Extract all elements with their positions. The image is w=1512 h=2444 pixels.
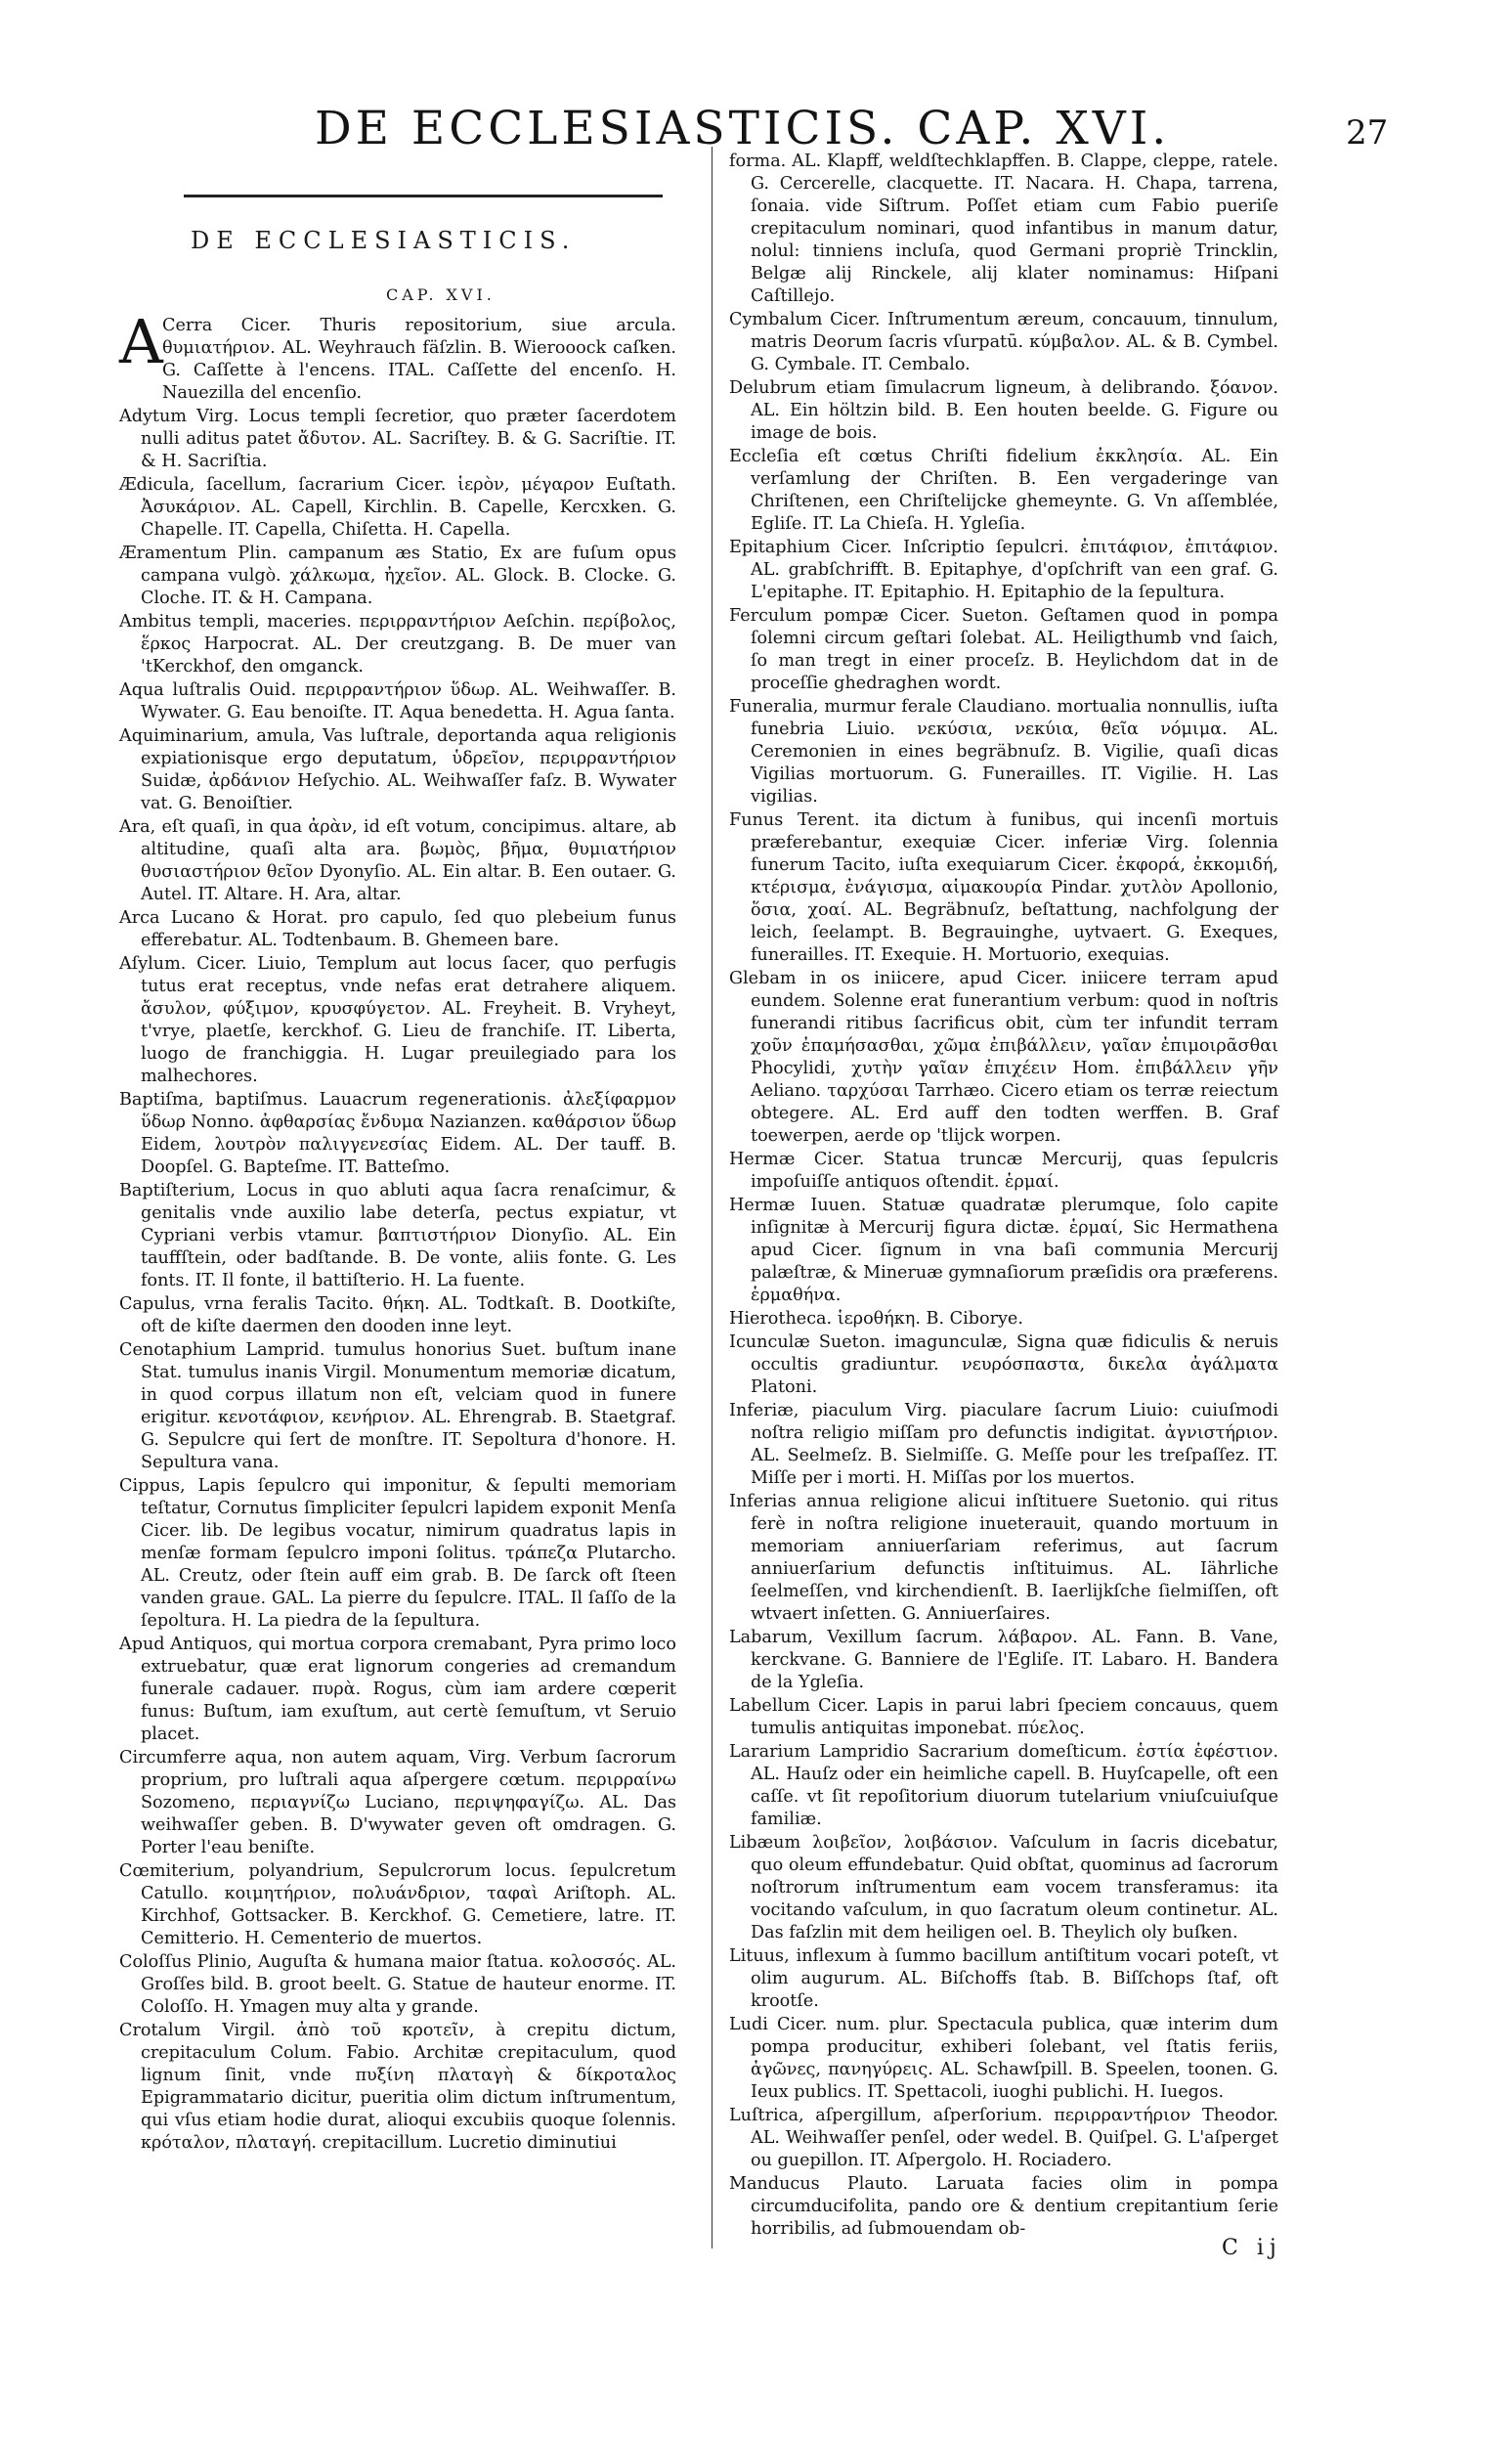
dictionary-entry: Eccleſia eſt cœtus Chriſti fidelium ἐκκλησία. AL. Ein verſamlung der Chriſten. B. Een vergaderinge van Chriſtenen, een Chriſtelijcke ghemeynte. G. Vn aſſemblée, Egliſe. IT. La Chieſa. H. Ygleſia.	[729, 447, 1278, 534]
dictionary-entry: Æramentum Plin. campanum æs Statio, Ex are fuſum opus campana vulgò. χάλκωμα, ἠχεῖον. AL. Glock. B. Clocke. G. Cloche. IT. & H. Campana.	[119, 544, 676, 608]
dictionary-entry: Cœmiterium, polyandrium, Sepulcrorum locus. ſepulcretum Catullo. κοιμητήριον, πολυάνδριον, ταφαὶ Ariſtoph. AL. Kirchhof, Gottsacker. B. Kerckhof. G. Cemetiere, latre. IT. Cemitterio. H. Cementerio de muertos.	[119, 1861, 676, 1948]
dictionary-entry: Hermæ Cicer. Statua truncæ Mercurij, quas ſepulcris impoſuiſſe antiquos oſtendit. ἑρμαί.	[729, 1150, 1278, 1192]
left-entry-list	[119, 406, 676, 2155]
dictionary-entry: Adytum Virg. Locus templi ſecretior, quo præter ſacerdotem nulli aditus patet ἄδυτον. AL. Sacriſtey. B. & G. Sacriſtie. IT. & H. Sacriſtia.	[119, 407, 676, 471]
dictionary-entry: Aquiminarium, amula, Vas luſtrale, deportanda aqua religionis expiationisque ergo deputatum, ὑδρεῖον, περιρραντήριον Suidæ, ἀρδάνιον Heſychio. AL. Weihwaſſer faſz. B. Wywater vat. G. Benoiſtier.	[119, 726, 676, 813]
dictionary-entry: Capulus, vrna feralis Tacito. θήκη. AL. Todtkaſt. B. Dootkiſte, oft de kiſte daermen den dooden inne leyt.	[119, 1294, 676, 1336]
column-divider	[712, 147, 713, 2248]
dictionary-entry: Manducus Plauto. Laruata facies olim in pompa circumducifolita, pando ore & dentium crepitantium ſerie horribilis, ad ſubmouendam ob-	[729, 2174, 1278, 2239]
chapter-label: CAP. XVI.	[386, 285, 496, 304]
dictionary-entry: Coloſſus Plinio, Auguſta & humana maior ſtatua. κολοσσός. AL. Groſſes bild. B. groot beelt. G. Statue de hauteur enorme. IT. Coloſſo. H. Ymagen muy alta y grande.	[119, 1952, 676, 2017]
dictionary-entry: Inferias annua religione alicui inſtituere Suetonio. qui ritus ferè in noſtra religione inueterauit, quando mortuum in memoriam anniuerſariam referimus, aut ſacrum anniuerſarium defunctis inſtituimus. AL. Iährliche ſeelmeſſen, vnd kirchendienſt. B. Iaerlijkſche ſielmiſſen, oft wtvaert inſetten. G. Anniuerſaires.	[729, 1492, 1278, 1624]
dictionary-entry: Baptiſterium, Locus in quo abluti aqua ſacra renaſcimur, & genitalis vnde auxilio labe deterſa, pectus expiatur, vt Cypriani verbis vtamur. βαπτιστήριον Dionyſio. AL. Ein tauffſtein, oder badſtande. B. De vonte, aliis fonte. G. Les fonts. IT. Il fonte, il battiſterio. H. La fuente.	[119, 1181, 676, 1290]
right-column	[729, 151, 1278, 2242]
dictionary-entry: Funus Terent. ita dictum à funibus, qui incenſi mortuis præferebantur, exequiæ Cicer. inferiæ Virg. ſolennia funerum Tacito, iuſta exequiarum Cicer. ἐκφορά, ἐκκομιδή, κτέρισμα, ἐνάγισμα, αἱμακουρία Pindar. χυτλὸν Apollonio, ὅσια, χοαί. AL. Begräbnuſz, beſtattung, nachfolgung der leich, ſeelampt. B. Begrauinghe, uytvaert. G. Exeques, funerailles. IT. Exequie. H. Mortuorio, exequias.	[729, 810, 1278, 965]
dictionary-entry: Inferiæ, piaculum Virg. piaculare ſacrum Liuio: cuiuſmodi noſtra religio miſſam pro defunctis indigitat. ἀγνιστήριον. AL. Seelmeſz. B. Sielmiſſe. G. Meſſe pour les treſpaſſez. IT. Miſſe per i morti. H. Miſſas por los muertos.	[729, 1401, 1278, 1488]
dictionary-entry: Glebam in os iniicere, apud Cicer. iniicere terram apud eundem. Solenne erat funerantium verbum: quod in noſtris funerandi ritibus ſacrificus obit, cùm ter infundit terram χοῦν ἐπαμήσασθαι, χῶμα ἐπιβάλλειν, γαῖαν ἐπιμοιρᾶσθαι Phocylidi, χυτὴν γαῖαν ἐπιχέειν Hom. ἐπιβάλλειν γῆν Aeliano. ταρχύσαι Tarrhæo. Cicero etiam os terræ reiectum obtegere. AL. Erd auff den todten werffen. B. Graf toewerpen, aerde op 'tlijck worpen.	[729, 969, 1278, 1146]
section-rule	[184, 195, 663, 197]
dictionary-entry: Delubrum etiam ſimulacrum ligneum, à delibrando. ξόανον. AL. Ein höltzin bild. B. Een houten beelde. G. Figure ou image de bois.	[729, 378, 1278, 443]
running-title: DE ECCLESIASTICIS. CAP. XVI.	[315, 102, 1171, 155]
left-column	[119, 306, 676, 2156]
signature-mark: C ij	[1222, 2236, 1282, 2260]
page-number: 27	[1346, 113, 1389, 153]
dictionary-entry: Apud Antiquos, qui mortua corpora cremabant, Pyra primo loco extruebatur, quæ erat lignorum congeries ad cremandum funerale cadauer. πυρὰ. Rogus, cùm iam ardere cœperit funus: Buſtum, iam exuſtum, aut certè ſemuſtum, vt Seruio placet.	[119, 1635, 676, 1744]
dictionary-entry: Hermæ Iuuen. Statuæ quadratæ plerumque, ſolo capite inſignitæ à Mercurij figura dictæ. ἑρμαί, Sic Hermathena apud Cicer. ſignum in vna baſi communia Mercurij palæſtræ, & Mineruæ gymnaſiorum præſidis ora præferens. ἑρμαθήνα.	[729, 1196, 1278, 1305]
first-entry-text: Cerra Cicer. Thuris repositorium, siue arcula. θυμιατήριον. AL. Weyhrauch fäſzlin. B. Wierooock caſken. G. Caſſette à l'encens. ITAL. Caſſette del encenſo. H. Nauezilla del encenſio.	[162, 316, 676, 403]
dictionary-entry: Ædicula, ſacellum, ſacrarium Cicer. ἱερὸν, μέγαρον Euſtath. Ἀσυκάριον. AL. Capell, Kirchlin. B. Capelle, Kercxken. G. Chapelle. IT. Capella, Chiſetta. H. Capella.	[119, 475, 676, 540]
right-entry-list	[729, 151, 1278, 2241]
drop-cap: A	[119, 306, 163, 377]
dictionary-entry: Arca Lucano & Horat. pro capulo, ſed quo plebeium funus efferebatur. AL. Todtenbaum. B. Ghemeen bare.	[119, 908, 676, 950]
dictionary-entry: Ambitus templi, maceries. περιρραντήριον Aeſchin. περίβολος, ἕρκος Harpocrat. AL. Der creutzgang. B. De muer van 'tKerckhof, den omganck.	[119, 612, 676, 676]
dictionary-entry: Labellum Cicer. Lapis in parui labri ſpeciem concauus, quem tumulis antiquitas imponebat. πύελος.	[729, 1696, 1278, 1738]
section-title: DE ECCLESIASTICIS.	[191, 227, 577, 254]
dictionary-entry: Ara, eſt quaſi, in qua ἀρὰν, id eſt votum, concipimus. altare, ab altitudine, quaſi alta ara. βωμὸς, βῆμα, θυμιατήριον θυσιαστήριον θεῖον Dyonyſio. AL. Ein altar. B. Een outaer. G. Autel. IT. Altare. H. Ara, altar.	[119, 817, 676, 904]
dictionary-entry: Hierotheca. ἱεροθήκη. B. Ciborye.	[729, 1309, 1023, 1329]
dictionary-entry: Luſtrica, aſpergillum, aſperſorium. περιρραντήριον Theodor. AL. Weihwaſſer penſel, oder wedel. B. Quiſpel. G. L'aſperget ou guepillon. IT. Aſpergolo. H. Rociadero.	[729, 2106, 1278, 2170]
dictionary-entry: Cippus, Lapis ſepulcro qui imponitur, & ſepulti memoriam teſtatur, Cornutus ſimpliciter ſepulcri lapidem exponit Menſa Cicer. lib. De legibus vocatur, nimirum quadratus lapis in menſæ formam ſepulcro imponi ſolitus. τράπεζα Plutarcho. AL. Creutz, oder ſtein auff eim grab. B. De ſarck oft ſteen vanden graue. GAL. La pierre du ſepulcre. ITAL. Il ſaſſo de la ſepoltura. H. La piedra de la ſepultura.	[119, 1476, 676, 1631]
dictionary-entry: Labarum, Vexillum ſacrum. λάβαρον. AL. Fann. B. Vane, kerckvane. G. Banniere de l'Egliſe. IT. Labaro. H. Bandera de la Ygleſia.	[729, 1628, 1278, 1692]
dictionary-entry: Ludi Cicer. num. plur. Spectacula publica, quæ interim dum pompa producitur, exhiberi ſolebant, vel ſtatis feriis, ἀγῶνες, πανηγύρεις. AL. Schawſpill. B. Speelen, toonen. G. Ieux publics. IT. Spettacoli, iuoghi publichi. H. Iuegos.	[729, 2015, 1278, 2102]
dictionary-entry: Lituus, inflexum à ſummo bacillum antiſtitum vocari poteſt, vt olim augurum. AL. Biſchoffs ſtab. B. Biſſchops ſtaf, oft krootſe.	[729, 1946, 1278, 2011]
dictionary-entry: Aſylum. Cicer. Liuio, Templum aut locus ſacer, quo perfugis tutus erat receptus, vnde nefas erat detrahere aliquem. ἄσυλον, φύξιμον, κρυσφύγετον. AL. Freyheit. B. Vryheyt, t'vrye, plaetſe, kerckhof. G. Lieu de franchiſe. IT. Liberta, luogo de franchiggia. H. Lugar preuilegiado para los malhechores.	[119, 954, 676, 1086]
dictionary-entry: Baptiſma, baptiſmus. Lauacrum regenerationis. ἀλεξίφαρμον ὕδωρ Nonno. ἀφθαρσίας ἔνδυμα Nazianzen. καθάρσιον ὕδωρ Eidem, λουτρὸν παλιγγενεσίας Eidem. AL. Der tauff. B. Doopſel. G. Bapteſme. IT. Batteſmo.	[119, 1090, 676, 1177]
dictionary-entry: Ferculum pompæ Cicer. Sueton. Geſtamen quod in pompa ſolemni circum geſtari ſolebat. AL. Heiligthumb vnd ſaich, ſo man tregt in einer proceſz. B. Heylichdom dat in de proceſſie ghedraghen wordt.	[729, 606, 1278, 693]
dictionary-entry: Circumferre aqua, non autem aquam, Virg. Verbum ſacrorum proprium, pro luſtrali aqua aſpergere cœtum. περιρραίνω Sozomeno, περιαγνίζω Luciano, περιψηφαγίζω. AL. Das weihwaſſer geben. B. D'wywater geven oft omdragen. G. Porter l'eau beniſte.	[119, 1748, 676, 1857]
dictionary-entry: Cymbalum Cicer. Inſtrumentum æreum, concauum, tinnulum, matris Deorum ſacris vſurpatū. κύμβαλον. AL. & B. Cymbel. G. Cymbale. IT. Cembalo.	[729, 310, 1278, 374]
dictionary-entry: Crotalum Virgil. ἀπὸ τοῦ κροτεῖν, à crepitu dictum, crepitaculum Colum. Fabio. Architæ crepitaculum, quod lignum ſinit, vnde πυξίνη πλαταγὴ & δίκροταλος Epigrammatario dicitur, pueritia olim dictum inſtrumentum, qui vſus etiam hodie durat, alioqui excubiis quoque ſolennis. κρόταλον, πλαταγή. crepitacillum. Lucretio diminutiui	[119, 2021, 676, 2153]
dictionary-entry: Funeralia, murmur ferale Claudiano. mortualia nonnullis, iuſta funebria Liuio. νεκύσια, νεκύια, θεῖα νόμιμα. AL. Ceremonien in eines begräbnuſz. B. Vigilie, quaſi dicas Vigilias mortuorum. G. Funerailles. IT. Vigilie. H. Las vigilias.	[729, 697, 1278, 807]
dictionary-entry: Libæum λοιβεῖον, λοιβάσιον. Vaſculum in ſacris dicebatur, quo oleum effundebatur. Quid obſtat, quominus ad ſacrorum noſtrorum inſtrumentum eam vocem transferamus: ita vocitando vaſculum, in quo ſacratum oleum continetur. AL. Das faſzlin mit dem heiligen oel. B. Theylich oly buſken.	[729, 1833, 1278, 1942]
dictionary-entry: Cenotaphium Lamprid. tumulus honorius Suet. buſtum inane Stat. tumulus inanis Virgil. Monumentum memoriæ dicatum, in quod corpus illatum non eſt, velciam quod in funere erigitur. κενοτάφιον, κενήριον. AL. Ehrengrab. B. Staetgraf. G. Sepulcre qui ſert de monſtre. IT. Sepoltura d'honore. H. Sepultura vana.	[119, 1340, 676, 1472]
dictionary-entry: forma. AL. Klapff, weldſtechklapffen. B. Clappe, cleppe, ratele. G. Cercerelle, clacquette. IT. Nacara. H. Chapa, tarrena, ſonaia. vide Siſtrum. Poſſet etiam cum Fabio pueriſe crepitaculum nominari, quod infantibus in manum datur, nolul: tinniens incluſa, quod Germani propriè Trincklin, Belgæ alij Rinckele, alij klater nominamus: Hiſpani Caſtillejo.	[729, 152, 1278, 306]
dictionary-entry: Aqua luſtralis Ouid. περιρραντήριον ὕδωρ. AL. Weihwaſſer. B. Wywater. G. Eau benoiſte. IT. Aqua benedetta. H. Agua ſanta.	[119, 680, 676, 722]
first-entry	[119, 306, 676, 405]
dictionary-entry: Epitaphium Cicer. Inſcriptio ſepulcri. ἐπιτάφιον, ἐπιτάφιον. AL. grabſchrifft. B. Epitaphye, d'opſchrift van een graf. G. L'epitaphe. IT. Epitaphio. H. Epitaphio de la ſepultura.	[729, 538, 1278, 602]
dictionary-entry: Lararium Lampridio Sacrarium domeſticum. ἑστία ἑφέστιον. AL. Hauſz oder ein heimliche capell. B. Huyſcapelle, oft een caſſe. vt ſit repoſitorium diuorum tutelarium vniuſcuiuſque familiæ.	[729, 1742, 1278, 1829]
dictionary-entry: Icunculæ Sueton. imagunculæ, Signa quæ fidiculis & neruis occultis gradiuntur. νευρόσπαστα, δικελα ἀγάλματα Platoni.	[729, 1332, 1278, 1397]
